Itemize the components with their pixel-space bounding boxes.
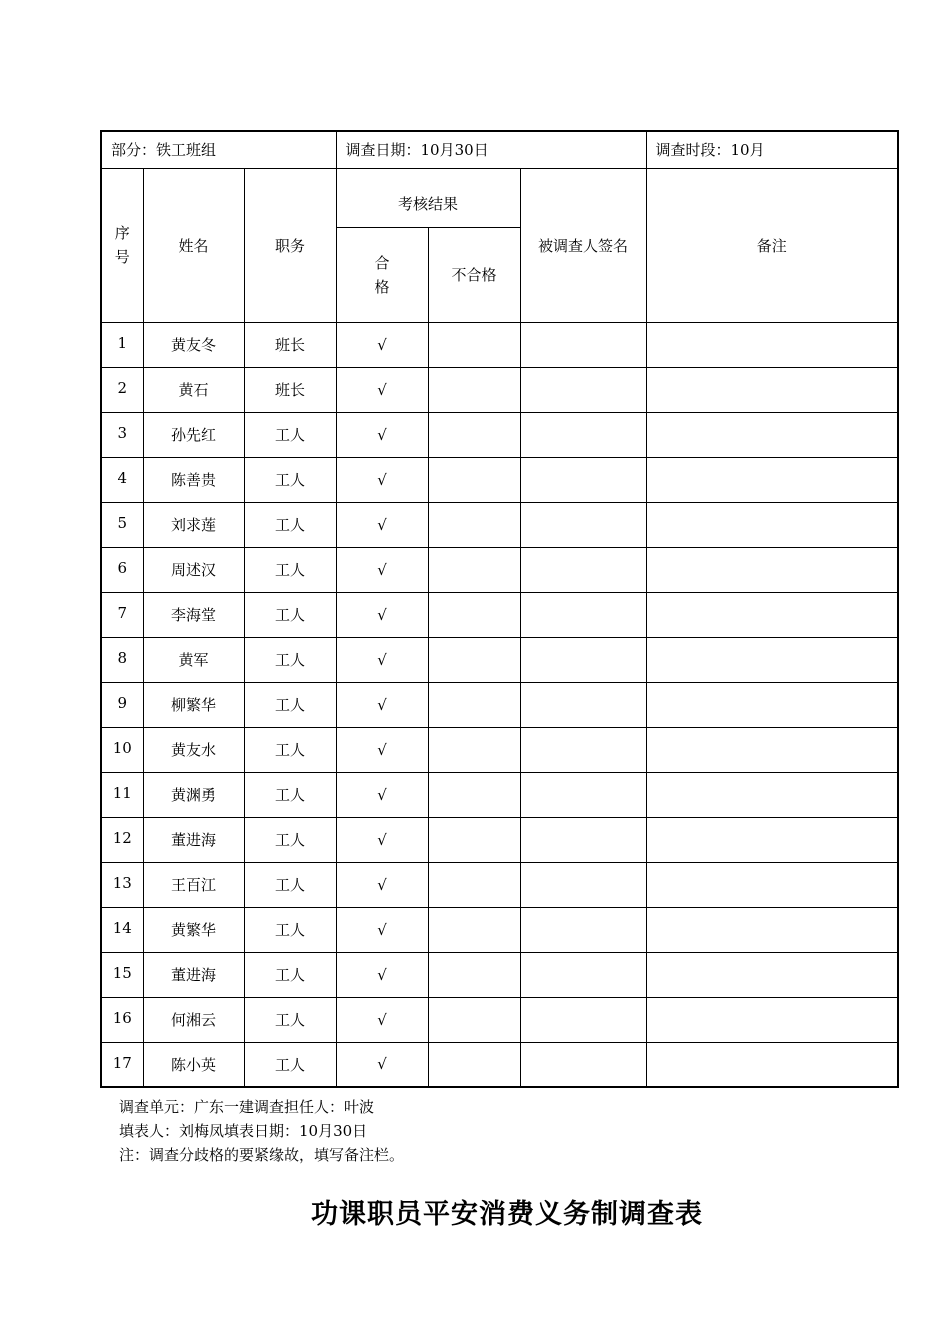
row-signature <box>520 862 646 907</box>
row-remarks <box>646 457 898 502</box>
row-role: 工人 <box>244 547 336 592</box>
row-name: 黄军 <box>143 637 244 682</box>
row-role: 工人 <box>244 682 336 727</box>
row-remarks <box>646 502 898 547</box>
table-row <box>101 862 898 907</box>
row-fail-mark <box>428 817 520 862</box>
row-index: 8 <box>101 637 143 682</box>
row-index: 3 <box>101 412 143 457</box>
fail-header: 不合格 <box>428 227 520 322</box>
survey-date-cell: 调查日期：10月30日 <box>336 131 646 168</box>
row-index: 7 <box>101 592 143 637</box>
row-remarks <box>646 592 898 637</box>
header-row-1 <box>101 168 898 227</box>
survey-period-cell: 调查时段：10月 <box>646 131 898 168</box>
table-row <box>101 412 898 457</box>
table-row <box>101 817 898 862</box>
row-role: 工人 <box>244 592 336 637</box>
result-group-header: 考核结果 <box>336 168 520 227</box>
row-role: 工人 <box>244 502 336 547</box>
row-pass-mark: √ <box>336 547 428 592</box>
row-fail-mark <box>428 997 520 1042</box>
row-remarks <box>646 952 898 997</box>
table-row <box>101 1042 898 1087</box>
row-role: 工人 <box>244 1042 336 1087</box>
survey-table <box>100 130 899 1088</box>
index-header <box>101 168 143 322</box>
row-signature <box>520 817 646 862</box>
row-name: 孙先红 <box>143 412 244 457</box>
row-signature <box>520 322 646 367</box>
row-role: 工人 <box>244 817 336 862</box>
row-index: 17 <box>101 1042 143 1087</box>
row-index: 9 <box>101 682 143 727</box>
row-remarks <box>646 1042 898 1087</box>
row-index: 1 <box>101 322 143 367</box>
row-name: 何湘云 <box>143 997 244 1042</box>
row-name: 陈善贵 <box>143 457 244 502</box>
row-name: 周述汉 <box>143 547 244 592</box>
document-title: 功课职员平安消费义务制调查表 <box>311 1199 703 1230</box>
row-pass-mark: √ <box>336 502 428 547</box>
row-index: 13 <box>101 862 143 907</box>
row-remarks <box>646 862 898 907</box>
table-row <box>101 952 898 997</box>
pass-header <box>336 227 428 322</box>
row-pass-mark: √ <box>336 952 428 997</box>
info-row <box>101 131 898 168</box>
row-fail-mark <box>428 862 520 907</box>
row-signature <box>520 592 646 637</box>
row-fail-mark <box>428 367 520 412</box>
row-fail-mark <box>428 907 520 952</box>
row-pass-mark: √ <box>336 817 428 862</box>
row-pass-mark: √ <box>336 907 428 952</box>
table-row <box>101 682 898 727</box>
table-row <box>101 502 898 547</box>
row-pass-mark: √ <box>336 412 428 457</box>
row-signature <box>520 952 646 997</box>
row-remarks <box>646 727 898 772</box>
table-row <box>101 907 898 952</box>
footer-line-filler: 填表人：刘梅凤填表日期：10月30日 <box>119 1122 368 1140</box>
row-name: 黄石 <box>143 367 244 412</box>
row-role: 班长 <box>244 367 336 412</box>
row-signature <box>520 997 646 1042</box>
row-pass-mark: √ <box>336 457 428 502</box>
row-remarks <box>646 322 898 367</box>
table-row <box>101 772 898 817</box>
row-pass-mark: √ <box>336 862 428 907</box>
row-role: 工人 <box>244 997 336 1042</box>
table-row <box>101 457 898 502</box>
row-signature <box>520 637 646 682</box>
row-remarks <box>646 637 898 682</box>
row-remarks <box>646 907 898 952</box>
footer-notes <box>119 1095 404 1167</box>
row-signature <box>520 502 646 547</box>
row-name: 董进海 <box>143 817 244 862</box>
row-name: 黄友水 <box>143 727 244 772</box>
table-row <box>101 592 898 637</box>
role-header: 职务 <box>244 168 336 322</box>
row-signature <box>520 907 646 952</box>
row-role: 工人 <box>244 952 336 997</box>
row-signature <box>520 727 646 772</box>
row-fail-mark <box>428 457 520 502</box>
row-index: 16 <box>101 997 143 1042</box>
row-pass-mark: √ <box>336 322 428 367</box>
row-remarks <box>646 997 898 1042</box>
row-fail-mark <box>428 952 520 997</box>
row-pass-mark: √ <box>336 1042 428 1087</box>
row-fail-mark <box>428 502 520 547</box>
row-index: 14 <box>101 907 143 952</box>
row-remarks <box>646 682 898 727</box>
row-role: 工人 <box>244 727 336 772</box>
row-pass-mark: √ <box>336 592 428 637</box>
table-row <box>101 367 898 412</box>
remarks-header: 备注 <box>646 168 898 322</box>
row-index: 4 <box>101 457 143 502</box>
row-fail-mark <box>428 592 520 637</box>
row-fail-mark <box>428 1042 520 1087</box>
row-role: 工人 <box>244 862 336 907</box>
row-pass-mark: √ <box>336 682 428 727</box>
table-row <box>101 727 898 772</box>
row-name: 黄友冬 <box>143 322 244 367</box>
row-index: 12 <box>101 817 143 862</box>
row-name: 黄渊勇 <box>143 772 244 817</box>
row-name: 陈小英 <box>143 1042 244 1087</box>
row-remarks <box>646 547 898 592</box>
row-name: 刘求莲 <box>143 502 244 547</box>
row-fail-mark <box>428 637 520 682</box>
row-name: 黄繁华 <box>143 907 244 952</box>
name-header: 姓名 <box>143 168 244 322</box>
row-fail-mark <box>428 412 520 457</box>
row-signature <box>520 457 646 502</box>
row-fail-mark <box>428 727 520 772</box>
row-remarks <box>646 367 898 412</box>
row-role: 班长 <box>244 322 336 367</box>
footer-line-unit: 调查单元：广东一建调查担任人：叶波 <box>119 1098 375 1116</box>
department-cell: 部分：铁工班组 <box>101 131 336 168</box>
row-fail-mark <box>428 322 520 367</box>
row-index: 2 <box>101 367 143 412</box>
row-signature <box>520 1042 646 1087</box>
table-row <box>101 637 898 682</box>
row-name: 董进海 <box>143 952 244 997</box>
row-name: 柳繁华 <box>143 682 244 727</box>
row-index: 11 <box>101 772 143 817</box>
table-row <box>101 322 898 367</box>
row-index: 15 <box>101 952 143 997</box>
row-signature <box>520 682 646 727</box>
row-role: 工人 <box>244 412 336 457</box>
row-signature <box>520 412 646 457</box>
row-pass-mark: √ <box>336 637 428 682</box>
row-role: 工人 <box>244 907 336 952</box>
row-name: 王百江 <box>143 862 244 907</box>
index-header-label: 序号 <box>114 224 130 266</box>
row-pass-mark: √ <box>336 727 428 772</box>
footer-line-note: 注：调查分歧格的要紧缘故，填写备注栏。 <box>119 1146 405 1164</box>
table-row <box>101 997 898 1042</box>
signature-header: 被调查人签名 <box>520 168 646 322</box>
row-role: 工人 <box>244 772 336 817</box>
pass-header-label: 合格 <box>374 253 390 296</box>
row-signature <box>520 772 646 817</box>
row-role: 工人 <box>244 637 336 682</box>
row-name: 李海堂 <box>143 592 244 637</box>
row-remarks <box>646 772 898 817</box>
row-remarks <box>646 412 898 457</box>
row-index: 5 <box>101 502 143 547</box>
row-fail-mark <box>428 682 520 727</box>
row-pass-mark: √ <box>336 367 428 412</box>
table-row <box>101 547 898 592</box>
row-remarks <box>646 817 898 862</box>
row-pass-mark: √ <box>336 772 428 817</box>
row-role: 工人 <box>244 457 336 502</box>
row-pass-mark: √ <box>336 997 428 1042</box>
row-fail-mark <box>428 772 520 817</box>
row-fail-mark <box>428 547 520 592</box>
row-index: 6 <box>101 547 143 592</box>
row-signature <box>520 367 646 412</box>
row-signature <box>520 547 646 592</box>
row-index: 10 <box>101 727 143 772</box>
